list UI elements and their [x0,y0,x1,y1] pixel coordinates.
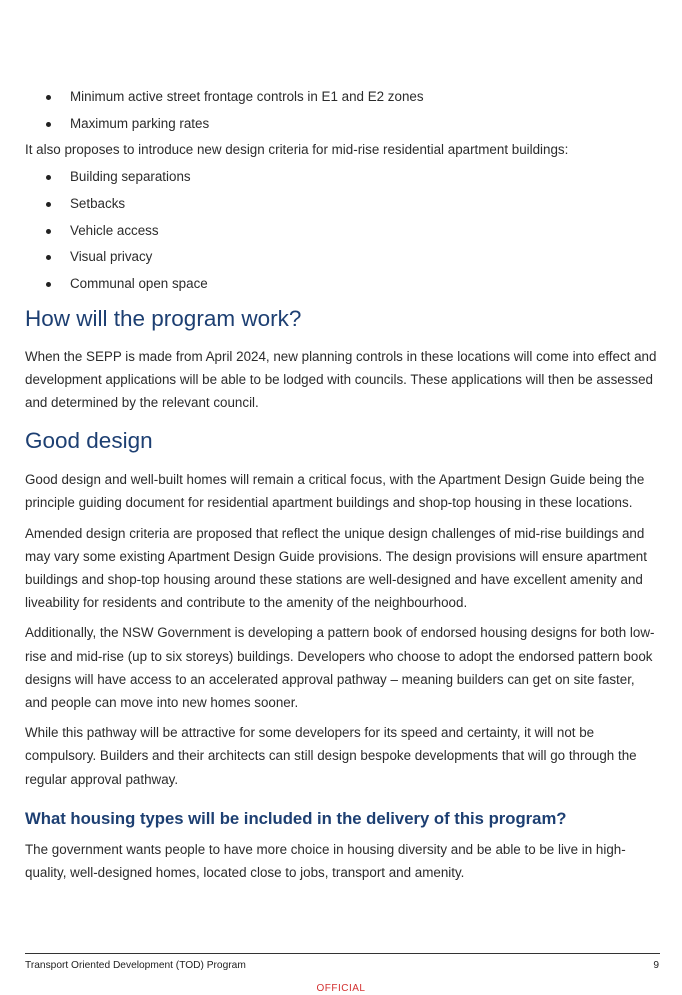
list-item: Minimum active street frontage controls in E1 and E2 zones [25,84,657,111]
body-paragraph: Amended design criteria are proposed that reflect the unique design challenges of mid-rise buildings and may vary some existing Apartment Design Guide provisions. The design provisions will ensure apartment buildings and shop-top housing around these stations are well-designed and have excellent amenity and liveability for residents and contribute to the amenity of the neighbourhood. [25,525,647,611]
body-paragraph: Additionally, the NSW Government is developing a pattern book of endorsed housing designs for both low-rise and mid-rise (up to six storeys) buildings. Developers who choose to adopt the endorsed pattern book designs will have access to an accelerated approval pathway – meaning builders can get on site faster, and people can move into new homes sooner. [25,625,655,711]
document-page [25,84,657,884]
list-item: Visual privacy [25,244,657,271]
heading-housing-types: What housing types will be included in the delivery of this program? [25,808,567,828]
list-item: Building separations [25,164,657,191]
footer-divider [25,953,660,954]
body-paragraph: When the SEPP is made from April 2024, new planning controls in these locations will come into effect and development applications will be able to be lodged with councils. These applications will then be assessed and determined by the relevant council. [25,348,657,411]
bullet-list-design-criteria [25,164,657,298]
list-item: Setbacks [25,191,657,218]
footer-document-title: Transport Oriented Development (TOD) Program [25,960,246,971]
body-paragraph: Good design and well-built homes will remain a critical focus, with the Apartment Design Guide being the principle guiding document for residential apartment buildings and shop-top housing in these locations. [25,472,645,511]
body-paragraph: The government wants people to have more choice in housing diversity and be able to be live in high-quality, well-designed homes, located close to jobs, transport and amenity. [25,841,626,881]
bullet-icon [46,229,51,234]
footer-page-number: 9 [653,960,659,971]
bullet-icon [46,255,51,260]
bullet-list-controls [25,84,657,137]
heading-good-design: Good design [25,428,153,454]
bullet-icon [46,202,51,207]
list-item: Vehicle access [25,218,657,245]
bullet-icon [46,122,51,127]
intro-paragraph: It also proposes to introduce new design criteria for mid-rise residential apartment buildings: [25,142,569,158]
heading-program: How will the program work? [25,305,302,331]
body-paragraph: While this pathway will be attractive for some developers for its speed and certainty, it will not be compulsory. Builders and their architects can still design bespoke developments that will go through the regular approval pathway. [25,725,637,787]
list-item: Maximum parking rates [25,111,657,138]
bullet-icon [46,282,51,287]
security-classification: OFFICIAL [316,983,366,994]
bullet-icon [46,175,51,180]
bullet-icon [46,95,51,100]
list-item: Communal open space [25,271,657,298]
